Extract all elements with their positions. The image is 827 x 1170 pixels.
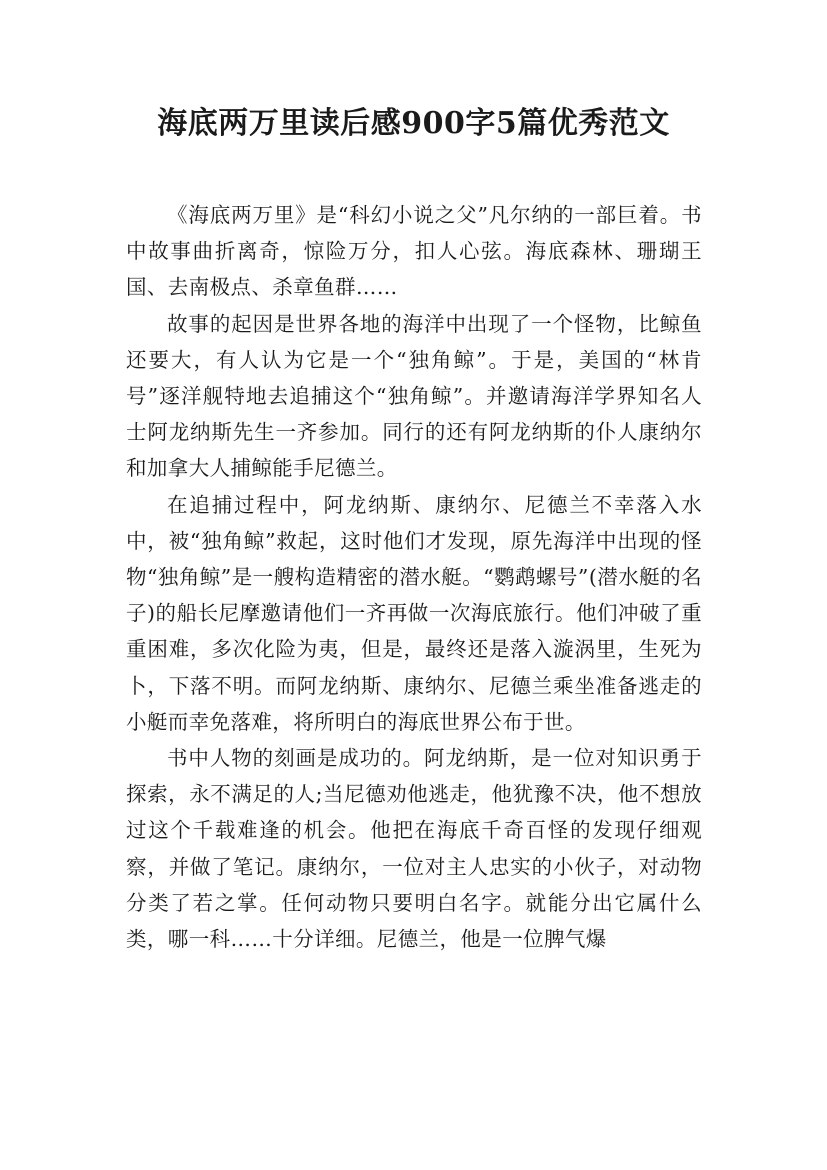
paragraph-intro: 《海底两万里》是“科幻小说之父”凡尔纳的一部巨着。书中故事曲折离奇，惊险万分，扣人心弦。海底森林、珊瑚王国、去南极点、杀章鱼群……: [126, 203, 702, 300]
paragraph-story-origin: 故事的起因是世界各地的海洋中出现了一个怪物，比鲸鱼还要大，有人认为它是一个“独角鲸”。于是，美国的“林肯号”逐洋舰特地去追捕这个“独角鲸”。并邀请海洋学界知名人士阿龙纳斯先生一齐参加。同行的还有阿龙纳斯的仆人康纳尔和加拿大人捕鲸能手尼德兰。: [126, 311, 702, 481]
paragraph-capture: 在追捕过程中，阿龙纳斯、康纳尔、尼德兰不幸落入水中，被“独角鲸”救起，这时他们才发现，原先海洋中出现的怪物“独角鲸”是一艘构造精密的潜水艇。“鹦鹉螺号”(潜水艇的名子)的船长尼摩邀请他们一齐再做一次海底旅行。他们冲破了重重困难，多次化险为夷，但是，最终还是落入漩涡里，生死为卜，下落不明。而阿龙纳斯、康纳尔、尼德兰乘坐准备逃走的小艇而幸免落难，将所明白的海底世界公布于世。: [126, 492, 702, 734]
paragraph-characters: 书中人物的刻画是成功的。阿龙纳斯，是一位对知识勇于探索，永不满足的人;当尼德劝他逃走，他犹豫不决，他不想放过这个千载难逢的机会。他把在海底千奇百怪的发现仔细观察，并做了笔记。康纳尔，一位对主人忠实的小伙子，对动物分类了若之掌。任何动物只要明白名字。就能分出它属什么类，哪一科……十分详细。尼德兰，他是一位脾气爆: [126, 746, 702, 952]
document-title: 海底两万里读后感900字5篇优秀范文: [157, 106, 670, 141]
document-body: [126, 197, 702, 957]
